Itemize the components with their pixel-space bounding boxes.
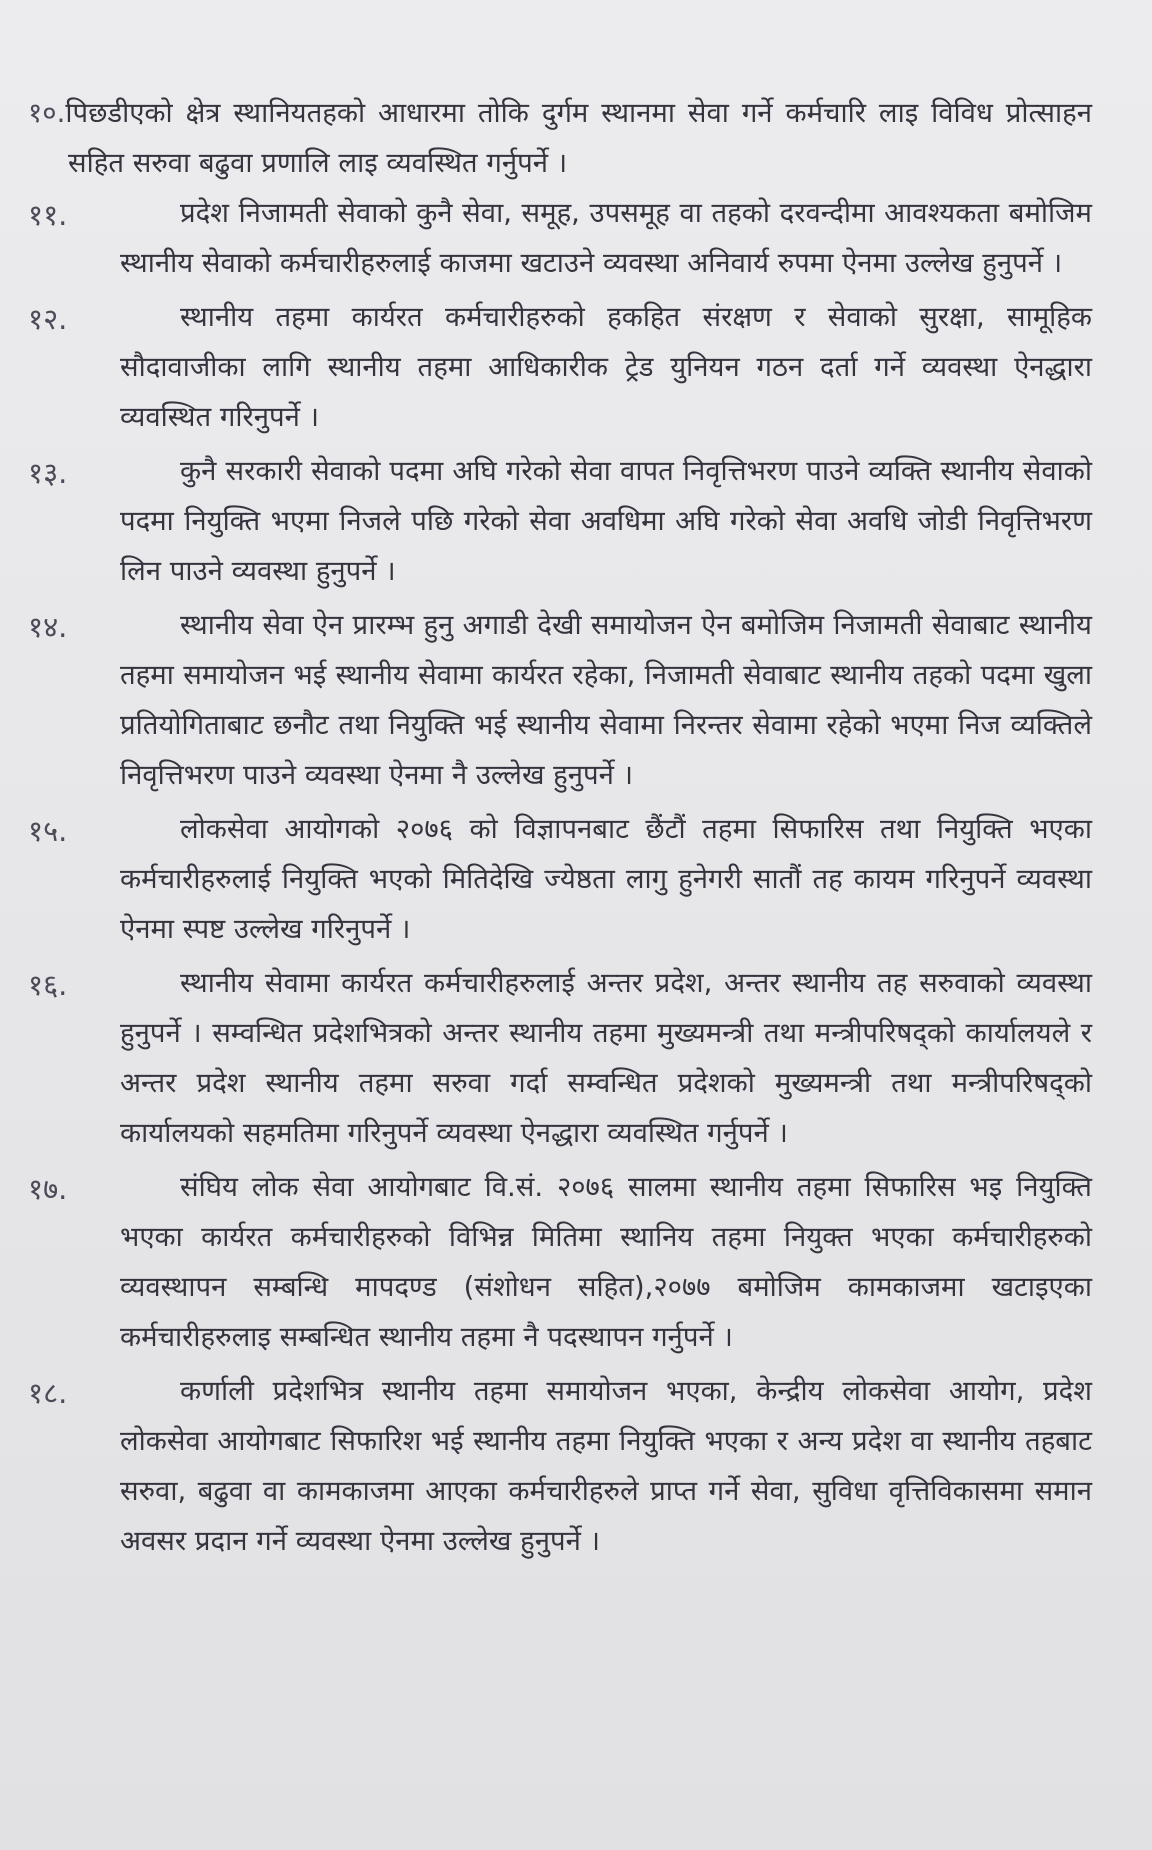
item-text: प्रदेश निजामती सेवाको कुनै सेवा, समूह, उपसमूह वा तहको दरवन्दीमा आवश्यकता बमोजिम स्थानीय सेवाको कर्मचारीहरुलाई काजमा खटाउने व्यवस्था अनिवार्य रुपमा ऐनमा उल्लेख हुनुपर्ने । <box>120 197 1092 279</box>
item-text: स्थानीय सेवामा कार्यरत कर्मचारीहरुलाई अन्तर प्रदेश, अन्तर स्थानीय तह सरुवाको व्यवस्था हुनुपर्ने । सम्वन्धित प्रदेशभित्रको अन्तर स्थानीय तहमा मुख्यमन्त्री तथा मन्त्रीपरिषद्को कार्यालयले र अन्तर प्रदेश स्थानीय तहमा सरुवा गर्दा सम्वन्धित प्रदेशको मुख्यमन्त्री तथा मन्त्रीपरिषद्को कार्यालयको सहमतिमा गरिनुपर्ने व्यवस्था ऐनद्धारा व्यवस्थित गर्नुपर्ने । <box>120 967 1092 1149</box>
item-number: १४. <box>28 610 68 644</box>
item-number: १५. <box>28 814 68 848</box>
item-number: १६. <box>28 968 68 1002</box>
list-item-10 <box>28 88 1092 188</box>
item-number: १०. <box>28 97 66 129</box>
list-item-17 <box>28 1162 1092 1362</box>
item-text: स्थानीय तहमा कार्यरत कर्मचारीहरुको हकहित संरक्षण र सेवाको सुरक्षा, सामूहिक सौदावाजीका लागि स्थानीय तहमा आधिकारीक ट्रेड युनियन गठन दर्ता गर्ने व्यवस्था ऐनद्धारा व्यवस्थित गरिनुपर्ने । <box>120 301 1092 433</box>
item-number: १२. <box>28 302 68 336</box>
item-text: स्थानीय सेवा ऐन प्रारम्भ हुनु अगाडी देखी समायोजन ऐन बमोजिम निजामती सेवाबाट स्थानीय तहमा समायोजन भई स्थानीय सेवामा कार्यरत रहेका, निजामती सेवाबाट स्थानीय तहको पदमा खुला प्रतियोगिताबाट छनौट तथा नियुक्ति भई स्थानीय सेवामा निरन्तर सेवामा रहेको भएमा निज व्यक्तिले निवृत्तिभरण पाउने व्यवस्था ऐनमा नै उल्लेख हुनुपर्ने । <box>120 609 1092 791</box>
list-item-18 <box>28 1366 1092 1566</box>
item-text: कुनै सरकारी सेवाको पदमा अघि गरेको सेवा वापत निवृत्तिभरण पाउने व्यक्ति स्थानीय सेवाको पदमा नियुक्ति भएमा निजले पछि गरेको सेवा अवधिमा अघि गरेको सेवा अवधि जोडी निवृत्तिभरण लिन पाउने व्यवस्था हुनुपर्ने । <box>120 455 1092 587</box>
list-item-15 <box>28 804 1092 954</box>
item-number: ११. <box>28 198 68 232</box>
list-item-13 <box>28 446 1092 596</box>
item-text: संघिय लोक सेवा आयोगबाट वि.सं. २०७६ सालमा स्थानीय तहमा सिफारिस भइ नियुक्ति भएका कार्यरत कर्मचारीहरुको विभिन्न मितिमा स्थानिय तहमा नियुक्त भएका कर्मचारीहरुको व्यवस्थापन सम्बन्धि मापदण्ड (संशोधन सहित),२०७७ बमोजिम कामकाजमा खटाइएका कर्मचारीहरुलाइ सम्बन्धित स्थानीय तहमा नै पदस्थापन गर्नुपर्ने । <box>120 1171 1092 1353</box>
item-number: १७. <box>28 1172 68 1206</box>
item-number: १३. <box>28 456 68 490</box>
item-number: १८. <box>28 1376 68 1410</box>
list-item-12 <box>28 292 1092 442</box>
item-text: कर्णाली प्रदेशभित्र स्थानीय तहमा समायोजन भएका, केन्द्रीय लोकसेवा आयोग, प्रदेश लोकसेवा आयोगबाट सिफारिश भई स्थानीय तहमा नियुक्ति भएका र अन्य प्रदेश वा स्थानीय तहबाट सरुवा, बढुवा वा कामकाजमा आएका कर्मचारीहरुले प्राप्त गर्ने सेवा, सुविधा वृत्तिविकासमा समान अवसर प्रदान गर्ने व्यवस्था ऐनमा उल्लेख हुनुपर्ने । <box>120 1375 1092 1557</box>
list-item-11 <box>28 188 1092 288</box>
list-item-16 <box>28 958 1092 1158</box>
item-text: पिछडीएको क्षेत्र स्थानियतहको आधारमा तोकि दुर्गम स्थानमा सेवा गर्ने कर्मचारि लाइ विविध प्रोत्साहन सहित सरुवा बढुवा प्रणालि लाइ व्यवस्थित गर्नुपर्ने । <box>65 97 1092 179</box>
list-item-14 <box>28 600 1092 800</box>
item-text: लोकसेवा आयोगको २०७६ को विज्ञापनबाट छैंटौं तहमा सिफारिस तथा नियुक्ति भएका कर्मचारीहरुलाई नियुक्ति भएको मितिदेखि ज्येष्ठता लागु हुनेगरी सातौं तह कायम गरिनुपर्ने व्यवस्था ऐनमा स्पष्ट उल्लेख गरिनुपर्ने । <box>120 813 1092 945</box>
